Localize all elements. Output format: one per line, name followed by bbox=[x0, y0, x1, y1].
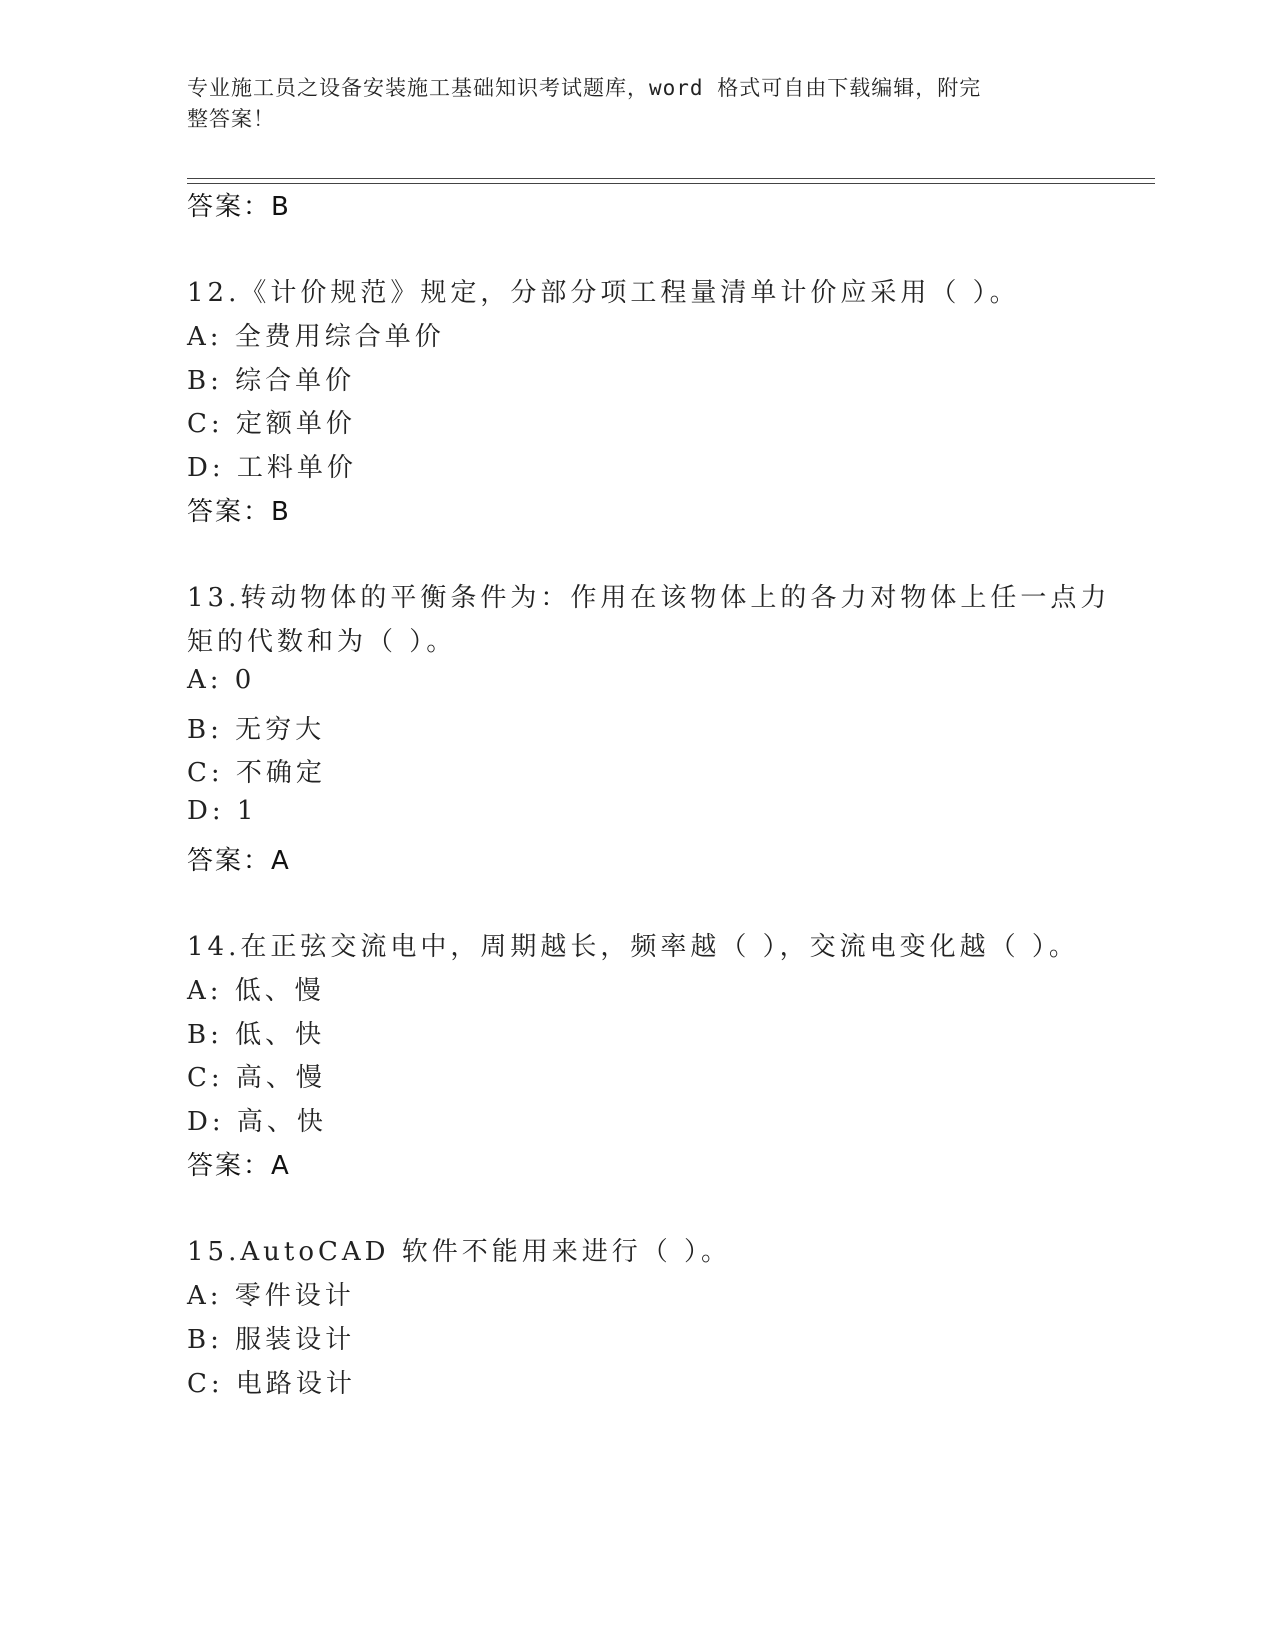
header-rule-bottom bbox=[187, 183, 1155, 184]
question-14-option-a: A: 低、慢 bbox=[187, 976, 325, 1006]
question-12-option-d: D: 工料单价 bbox=[187, 453, 357, 483]
question-15-option-b: B: 服装设计 bbox=[187, 1325, 356, 1355]
question-13-option-c: C: 不确定 bbox=[187, 758, 326, 788]
question-15-stem: 15.AutoCAD 软件不能用来进行（ ）。 bbox=[187, 1237, 732, 1267]
previous-answer: 答案：B bbox=[187, 192, 291, 222]
question-14-option-b: B: 低、快 bbox=[187, 1020, 326, 1050]
question-13-stem-line-1: 13.转动物体的平衡条件为：作用在该物体上的各力对物体上任一点力 bbox=[187, 583, 1111, 613]
question-13-answer: 答案：A bbox=[187, 846, 291, 876]
question-14-stem: 14.在正弦交流电中，周期越长，频率越（ ），交流电变化越（ ）。 bbox=[187, 932, 1079, 962]
header-line-1: 专业施工员之设备安装施工基础知识考试题库，word 格式可自由下载编辑，附完 bbox=[187, 76, 982, 100]
question-14-answer: 答案：A bbox=[187, 1151, 291, 1181]
question-14-option-c: C: 高、慢 bbox=[187, 1063, 326, 1093]
question-12-option-c: C: 定额单价 bbox=[187, 409, 356, 439]
question-14-option-d: D: 高、快 bbox=[187, 1107, 327, 1137]
question-13-option-a: A: 0 bbox=[187, 665, 256, 695]
question-12-stem: 12.《计价规范》规定，分部分项工程量清单计价应采用（ ）。 bbox=[187, 278, 1020, 308]
header-rule-top bbox=[187, 178, 1155, 179]
question-15-option-c: C: 电路设计 bbox=[187, 1369, 356, 1399]
document-header bbox=[187, 73, 1067, 135]
header-line-2: 整答案！ bbox=[187, 107, 275, 131]
question-13-stem-line-2: 矩的代数和为（ ）。 bbox=[187, 627, 457, 657]
question-12-option-a: A: 全费用综合单价 bbox=[187, 322, 445, 352]
question-12-answer: 答案：B bbox=[187, 497, 291, 527]
question-13-option-b: B: 无穷大 bbox=[187, 715, 326, 745]
question-15-option-a: A: 零件设计 bbox=[187, 1281, 355, 1311]
question-12-option-b: B: 综合单价 bbox=[187, 366, 356, 396]
question-13-option-d: D: 1 bbox=[187, 796, 258, 826]
